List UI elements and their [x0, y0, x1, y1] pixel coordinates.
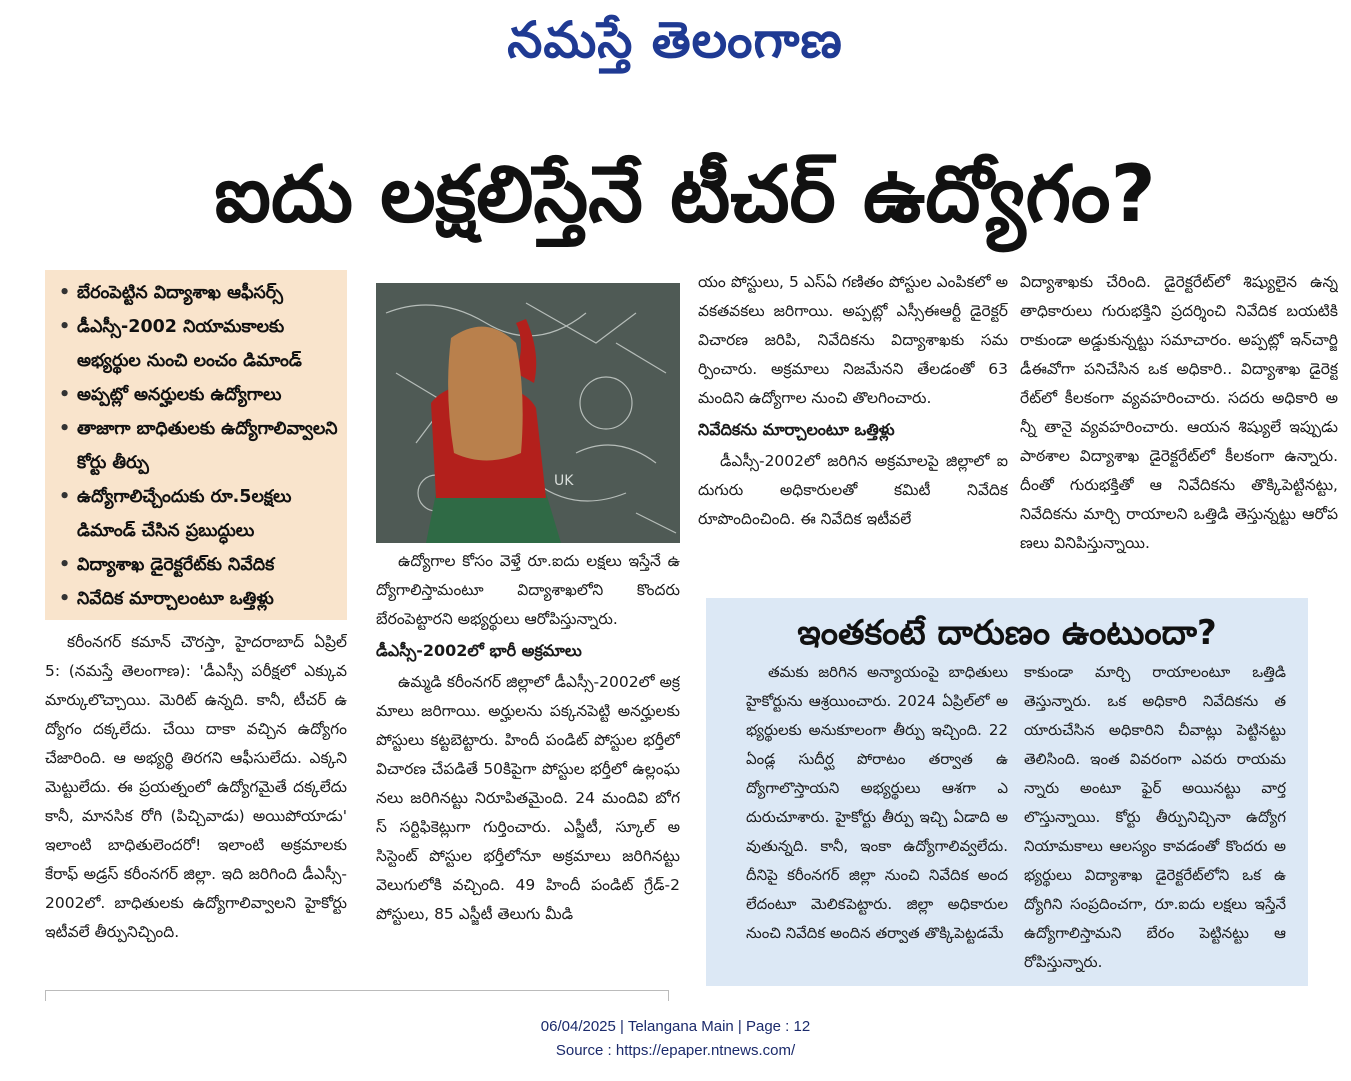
highlights-list — [57, 276, 341, 616]
highlight-item: • ఉద్యోగాలిచ్చేందుకు రూ.5లక్షలు డిమాండ్ చేసిన ప్రబుద్ధులు — [57, 480, 341, 548]
highlight-item: • విద్యాశాఖ డైరెక్టరేట్‌కు నివేదిక — [57, 548, 341, 582]
sidebar-column-1 — [746, 658, 1008, 978]
board-chalk-text: UK — [554, 473, 574, 489]
bottom-divider — [45, 990, 669, 1001]
paragraph: ఉద్యోగాల కోసం వెళ్తే రూ.ఐదు లక్షలు ఇస్తేనే ఉద్యోగాలిస్తామంటూ విద్యాశాఖలోని కొందరు బేరంపెట్టారని అభ్యర్థులు ఆరోపిస్తున్నారు. — [376, 552, 680, 628]
article-column-1 — [45, 628, 347, 973]
sidebar-title: ఇంతకంటే దారుణం ఉంటుందా? — [797, 613, 1217, 653]
headline: ఐదు లక్షలిస్తేనే టీచర్ ఉద్యోగం? — [214, 150, 1156, 240]
paragraph: కరీంనగర్ కమాన్ చౌరస్తా, హైదరాబాద్ ఏప్రిల్ 5: (నమస్తే తెలంగాణ): 'డీఎస్సీ పరీక్షలో ఎక్కువ మార్కులొచ్చాయి. మెరిట్ ఉన్నది. కానీ, టీచర్ ఉద్యోగం దక్కలేదు. చేయి దాకా వచ్చిన ఉద్యోగం చేజారింది. ఆ అభ్యర్థి తిరగని ఆఫీసులేదు. ఎక్కని మెట్టులేదు. ఈ ప్రయత్నంలో ఉద్యోగమైతే దక్కలేదు కానీ, మానసిక రోగి (పిచ్చివాడు) అయిపోయాడు' ఇలాంటి బాధితులెందరో! ఇలాంటి అక్రమాలకు కేరాఫ్ అడ్రస్ కరీంనగర్ జిల్లా. ఇది జరిగింది డీఎస్సీ-2002లో. బాధితులకు ఉద్యోగాలివ్వాలని హైకోర్టు ఇటీవలే తీర్పునిచ్చింది. — [45, 633, 347, 941]
sidebar-box — [706, 598, 1308, 986]
paragraph: తమకు జరిగిన అన్యాయంపై బాధితులు హైకోర్టును ఆశ్రయించారు. 2024 ఏప్రిల్‌లో అభ్యర్థులకు అనుకూలంగా తీర్పు ఇచ్చింది. 22 ఏండ్ల సుదీర్ఘ పోరాటం తర్వాత ఉద్యోగాలొస్తాయని అభ్యర్థులు ఆశగా ఎదురుచూశారు. హైకోర్టు తీర్పు ఇచ్చి ఏడాది అవుతున్నది. కానీ, ఇంకా ఉద్యోగాలివ్వలేదు. దీనిపై కరీంనగర్ జిల్లా నుంచి నివేదిక అందలేదంటూ మెలికపెట్టారు. జిల్లా అధికారుల నుంచి నివేదిక అందిన తర్వాత తొక్కిపెట్టడమే — [746, 663, 1008, 942]
highlight-item: • నివేదిక మార్చాలంటూ ఒత్తిళ్లు — [57, 582, 341, 616]
footer-source: Source : https://epaper.ntnews.com/ — [555, 1042, 796, 1059]
article-column-3 — [698, 268, 1008, 584]
paragraph: యం పోస్టులు, 5 ఎస్ఏ గణితం పోస్టుల ఎంపికలో అవకతవకలు జరిగాయి. అప్పట్లో ఎస్సీఈఆర్టీ డైరెక్టర్ విచారణ జరిపి, నివేదికను విద్యాశాఖకు సమర్పించారు. అక్రమాలు నిజమేనని తేలడంతో 63 మందిని ఉద్యోగాల నుంచి తొలగించారు. — [698, 273, 1008, 407]
paragraph: కాకుండా మార్చి రాయాలంటూ ఒత్తిడి తెస్తున్నారు. ఒక అధికారి నివేదికను తయారుచేసిన అధికారిని చీవాట్లు పెట్టినట్టు తెలిసింది. ఇంత వివరంగా ఎవరు రాయమన్నారు అంటూ ఫైర్ అయినట్టు వార్తలొస్తున్నాయి. కోర్టు తీర్పునిచ్చినా ఉద్యోగ నియామకాలు ఆలస్యం కావడంతో కొందరు అభ్యర్థులు విద్యాశాఖ డైరెక్టరేట్‌లోని ఒక ఉద్యోగిని సంప్రదించగా, రూ.ఐదు లక్షలు ఇస్తేనే ఉద్యోగాలిస్తామని బేరం పెట్టినట్టు ఆరోపిస్తున్నారు. — [1024, 663, 1286, 971]
highlights-box — [45, 270, 347, 620]
highlight-item: • బేరంపెట్టిన విద్యాశాఖ ఆఫీసర్స్ — [57, 276, 341, 310]
section-subhead: డీఎస్సీ-2002లో భారీ అక్రమాలు — [376, 641, 582, 660]
sidebar-column-2 — [1024, 658, 1286, 978]
paragraph: డీఎస్సీ-2002లో జరిగిన అక్రమాలపై జిల్లాలో ఐదుగురు అధికారులతో కమిటీ నివేదిక రూపొందించింది. ఈ నివేదిక ఇటీవలే — [698, 452, 1008, 528]
article-column-4 — [1020, 268, 1338, 584]
paragraph: ఉమ్మడి కరీంనగర్ జిల్లాలో డీఎస్సీ-2002లో అక్రమాలు జరిగాయి. అర్హులను పక్కనపెట్టి అనర్హులకు పోస్టులు కట్టబెట్టారు. హిందీ పండిట్ పోస్టుల భర్తీలో విచారణ చేపడితే 50కిపైగా పోస్టుల భర్తీలో ఉల్లంఘనలు జరిగినట్టు నిరూపితమైంది. 24 మందివి బోగస్ సర్టిఫికెట్లుగా గుర్తించారు. ఎస్జీటీ, స్కూల్ అసిస్టెంట్ పోస్టుల భర్తీలోనూ అక్రమాలు జరిగినట్టు వెలుగులోకి వచ్చింది. 49 హిందీ పండిట్ గ్రేడ్-2 పోస్టులు, 85 ఎస్జీటీ తెలుగు మీడి — [376, 673, 680, 923]
paragraph: విద్యాశాఖకు చేరింది. డైరెక్టరేట్‌లో శిష్యులైన ఉన్నతాధికారులు గురుభక్తిని ప్రదర్శించి నివేదిక బయటికి రాకుండా అడ్డుకున్నట్టు సమాచారం. అప్పట్లో ఇన్‌చార్జి డీఈవోగా పనిచేసిన ఒక అధికారి.. విద్యాశాఖ డైరెక్టరేట్‌లో కీలకంగా వ్యవహరించారు. సదరు అధికారి అన్నీ తానై వ్యవహరించారు. ఆయన శిష్యులే ఇప్పుడు పాఠశాల విద్యాశాఖ డైరెక్టరేట్‌లో కీలకంగా ఉన్నారు. దీంతో గురుభక్తితో ఆ నివేదికను తొక్కిపెట్టినట్టు, నివేదికను మార్చి రాయాలని ఒత్తిడి తెస్తున్నట్టు ఆరోపణలు వినిపిస్తున్నాయి. — [1020, 273, 1338, 552]
newspaper-masthead: నమస్తే తెలంగాణ — [507, 10, 843, 69]
highlight-item: • డీఎస్సీ-2002 నియామకాలకు అభ్యర్థుల నుంచి లంచం డిమాండ్ — [57, 310, 341, 378]
footer-date-page: 06/04/2025 | Telangana Main | Page : 12 — [540, 1018, 811, 1035]
section-subhead: నివేదికను మార్చాలంటూ ఒత్తిళ్లు — [698, 420, 895, 439]
teacher-chalkboard-photo — [376, 283, 680, 543]
article-column-2 — [376, 547, 680, 983]
highlight-item: • తాజాగా బాధితులకు ఉద్యోగాలివ్వాలని కోర్టు తీర్పు — [57, 412, 341, 480]
highlight-item: • అప్పట్లో అనర్హులకు ఉద్యోగాలు — [57, 378, 341, 412]
